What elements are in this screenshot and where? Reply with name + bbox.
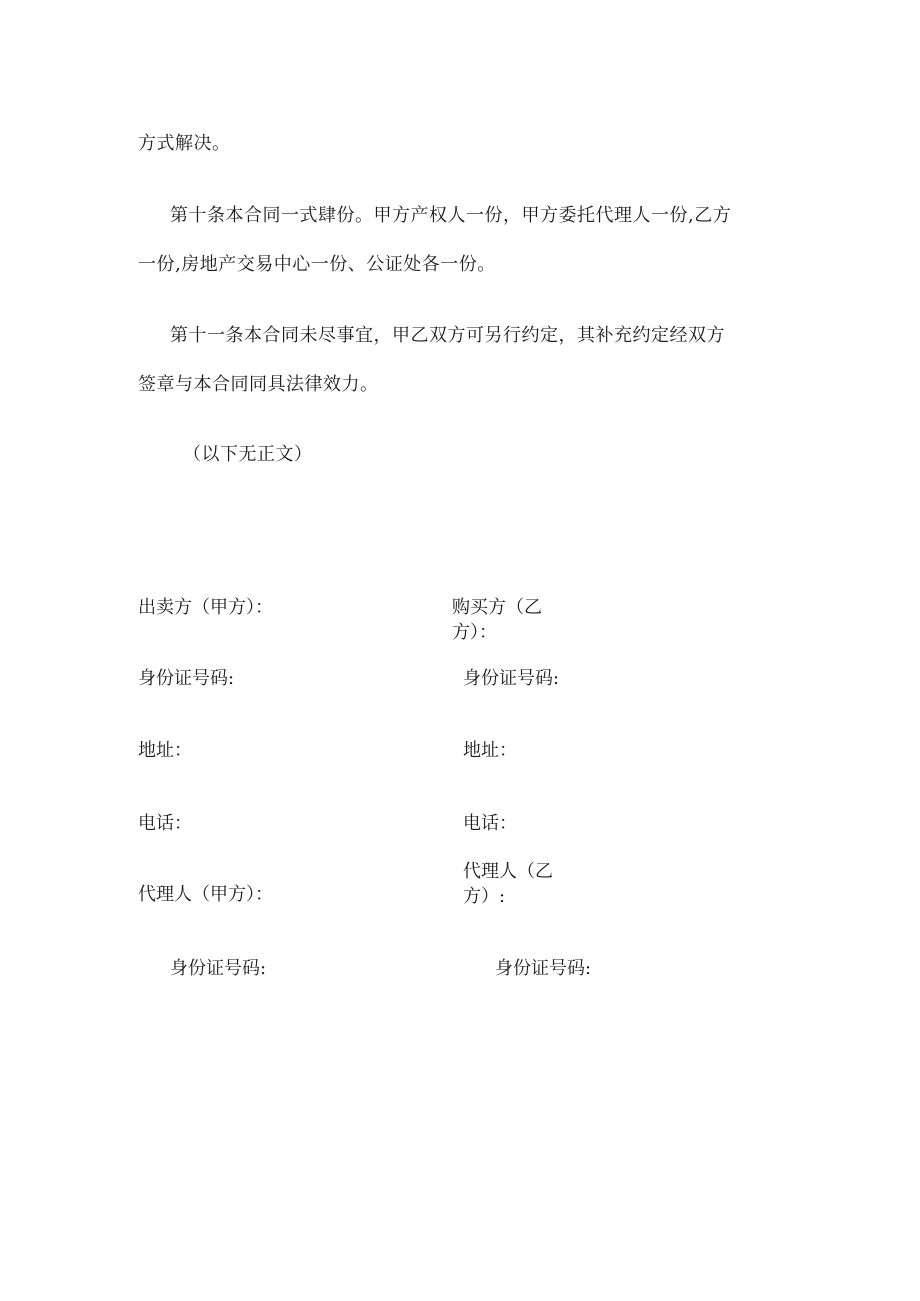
- article-10-line-1: 第十条本合同一式肆份。甲方产权人一份，甲方委托代理人一份,乙方: [170, 205, 732, 226]
- buyer-id-label: 身份证号码:: [463, 668, 560, 689]
- seller-phone-label: 电话：: [138, 813, 192, 834]
- carryover-text: 方式解决。: [138, 133, 231, 154]
- buyer-address-label: 地址：: [463, 740, 517, 761]
- buyer-label-line-2: 方）：: [452, 622, 497, 643]
- buyer-label-line-1: 购买方（乙: [452, 597, 542, 618]
- article-11-line-1: 第十一条本合同未尽事宜，甲乙双方可另行约定，其补充约定经双方: [170, 325, 725, 346]
- seller-agent-id-label: 身份证号码:: [170, 958, 267, 979]
- article-11-line-2: 签章与本合同同具法律效力。: [138, 374, 379, 395]
- seller-address-label: 地址：: [138, 740, 192, 761]
- end-of-text-note: （以下无正文）: [183, 444, 313, 465]
- buyer-phone-label: 电话：: [463, 813, 517, 834]
- seller-label: 出卖方（甲方）：: [138, 597, 273, 618]
- buyer-agent-label-line-2: 方）:: [463, 886, 506, 907]
- buyer-agent-id-label: 身份证号码:: [495, 958, 592, 979]
- buyer-agent-label-line-1: 代理人（乙: [463, 861, 553, 882]
- seller-agent-label: 代理人（甲方）：: [138, 884, 273, 905]
- seller-id-label: 身份证号码:: [138, 668, 235, 689]
- article-10-line-2: 一份,房地产交易中心一份、公证处各一份。: [138, 254, 496, 275]
